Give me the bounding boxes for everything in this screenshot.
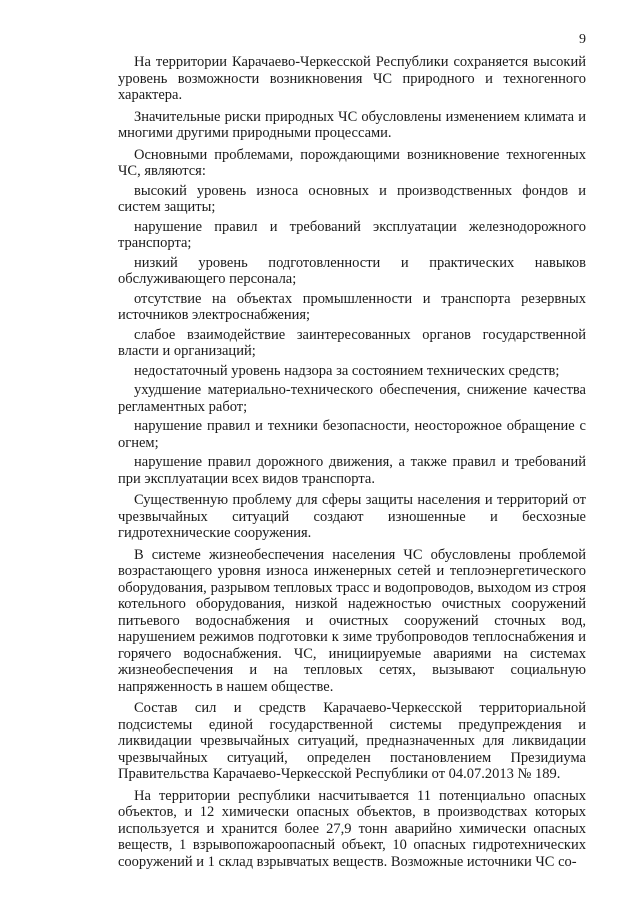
list-item: высокий уровень износа основных и производственных фондов и систем защиты;: [118, 182, 586, 215]
list-item: нарушение правил и требований эксплуатации железнодорожного транспорта;: [118, 218, 586, 251]
list-item: нарушение правил дорожного движения, а также правил и требований при эксплуатации всех видов транспорта.: [118, 454, 586, 487]
paragraph-problems-lead: Основными проблемами, порождающими возникновение техногенных ЧС, являются:: [118, 146, 586, 179]
list-item: слабое взаимодействие заинтересованных органов государственной власти и организаций;: [118, 326, 586, 359]
paragraph-hazardous-objects: На территории республики насчитывается 11 потенциально опасных объектов, и 12 химически опасных объектов, в производствах которых используется и хранится более 27,9 тонн аварийно химически опасных веществ, 1 взрывопожароопасный объект, 10 опасных гидротехнических сооружений и 1 склад взрывчатых веществ. Возможные источники ЧС со-: [118, 787, 586, 870]
list-item: низкий уровень подготовленности и практических навыков обслуживающего персонала;: [118, 254, 586, 287]
list-item: нарушение правил и техники безопасности, неосторожное обращение с огнем;: [118, 418, 586, 451]
paragraph-forces: Состав сил и средств Карачаево-Черкесской территориальной подсистемы единой государственной системы предупреждения и ликвидации чрезвычайных ситуаций, предназначенных для ликвидации чрезвычайных ситуаций, определен постановлением Президиума Правительства Карачаево-Черкесской Республики от 04.07.2013 № 189.: [118, 700, 586, 782]
body-text: [118, 54, 586, 873]
list-item: отсутствие на объектах промышленности и транспорта резервных источников электроснабжения;: [118, 290, 586, 323]
page-number: 9: [579, 32, 586, 47]
list-item: недостаточный уровень надзора за состоянием технических средств;: [134, 362, 560, 379]
paragraph-life-support: В системе жизнеобеспечения населения ЧС обусловлены проблемой возрастающего уровня износа инженерных сетей и теплоэнергетического оборудования, разрывом тепловых трасс и водопроводов, выходом из строя котельного оборудования, низкой надежностью очистных сооружений питьевого водоснабжения и очистных сооружений сточных вод, нарушением режимов подготовки к зиме трубопроводов теплоснабжения и горячего водоснабжения. ЧС, инициируемые авариями на системах жизнеобеспечения и на тепловых сетях, вызывают социальную напряженность в нашем обществе.: [118, 546, 586, 695]
paragraph-hydro-structures: Существенную проблему для сферы защиты населения и территорий от чрезвычайных ситуаций создают изношенные и бесхозные гидротехнические сооружения.: [118, 492, 586, 541]
paragraph-natural-risks: Значительные риски природных ЧС обусловлены изменением климата и многими другими природными процессами.: [118, 108, 586, 141]
paragraph-intro: На территории Карачаево-Черкесской Республики сохраняется высокий уровень возможности возникновения ЧС природного и техногенного характера.: [118, 54, 586, 103]
list-item: ухудшение материально-технического обеспечения, снижение качества регламентных работ;: [118, 382, 586, 415]
